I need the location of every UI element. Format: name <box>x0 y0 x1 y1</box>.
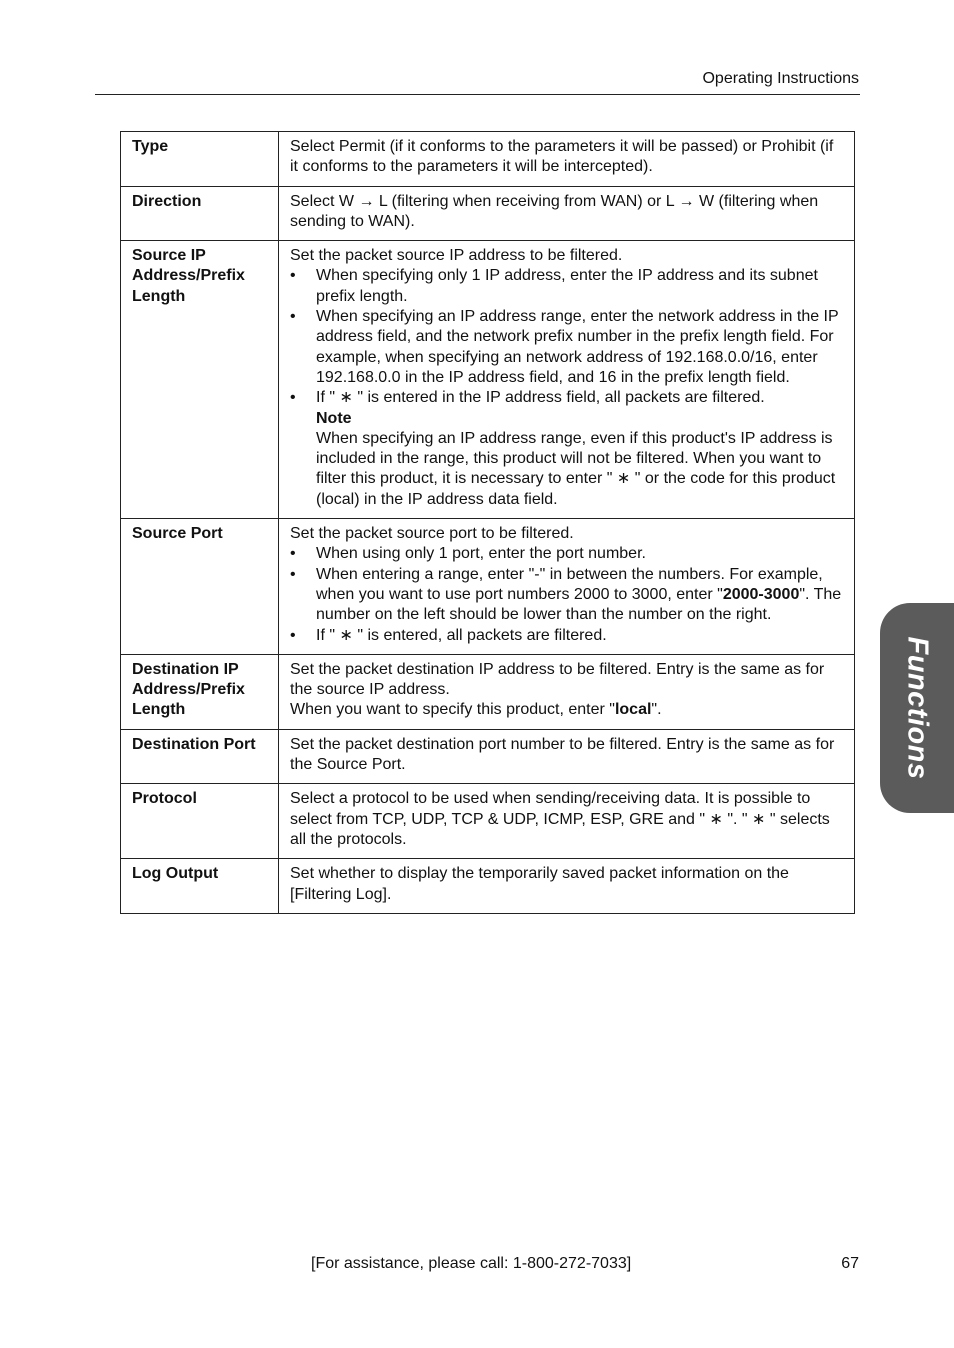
bullet-item: • When using only 1 port, enter the port number. <box>290 544 843 564</box>
table-row-source-ip <box>121 241 855 519</box>
header-rule <box>95 94 860 95</box>
row-description <box>279 241 855 519</box>
description-text: Select W → L (filtering when receiving from WAN) or L → W (filtering when sending to WAN). <box>290 192 819 230</box>
row-term: Protocol <box>121 784 279 859</box>
row-term: Direction <box>121 186 279 241</box>
table-row-protocol <box>121 784 855 859</box>
description-text: Set the packet destination IP address to be filtered. Entry is the same as for the source IP address. <box>290 660 825 699</box>
page-number: 67 <box>841 1255 859 1272</box>
description-text: Select Permit (if it conforms to the parameters it will be passed) or Prohibit (if it conforms to the parameters it will be intercepted). <box>290 138 834 176</box>
line-text: When you want to specify this product, enter " <box>290 701 615 719</box>
settings-table <box>120 131 855 914</box>
bullet-text: ". The number on the left should be lower than the number on the right. <box>316 585 842 624</box>
row-term: Destination Port <box>121 729 279 784</box>
row-description <box>279 859 855 914</box>
bullet-item <box>290 565 843 626</box>
bullet-item: • When specifying an IP address range, enter the network address in the IP address field, and the network prefix number in the prefix length field. For example, when specifying an network address of 192.168.0.0/16, enter 192.168.0.0 in the IP address field, and 16 in the prefix length field. <box>290 307 843 388</box>
section-side-tab-label: Functions <box>901 636 934 780</box>
row-term: Destination IP Address/Prefix Length <box>121 654 279 729</box>
description-text: Set the packet destination port number to be filtered. Entry is the same as for the Source Port. <box>290 735 835 774</box>
bullet-item: • If " ∗ " is entered, all packets are filtered. <box>290 626 843 646</box>
row-term: Source Port <box>121 519 279 655</box>
local-keyword: local <box>614 701 652 719</box>
bullet-item: • When specifying only 1 IP address, enter the IP address and its subnet prefix length. <box>290 266 843 307</box>
footer-assistance: [For assistance, please call: 1-800-272-7033] <box>311 1255 632 1272</box>
port-range-example: 2000-3000 <box>722 585 800 603</box>
bullet-item: • If " ∗ " is entered in the IP address field, all packets are filtered. <box>290 388 843 408</box>
row-description <box>279 729 855 784</box>
table-row-source-port <box>121 519 855 655</box>
row-description <box>279 784 855 859</box>
header-title: Operating Instructions <box>702 70 859 87</box>
table-row-destination-port <box>121 729 855 784</box>
note-text: When specifying an IP address range, even if this product's IP address is included in the range, this product will not be filtered. When you want to filter this product, it is necessary to enter " ∗ " or the code for this product (local) in the IP address data field. <box>316 429 836 508</box>
bullet-text: When entering a range, enter "-" in between the numbers. For example, when you want to use port numbers 2000 to 3000, enter " <box>316 565 823 603</box>
description-text: Select a protocol to be used when sending/receiving data. It is possible to select from TCP, UDP, TCP & UDP, ICMP, ESP, GRE and " ∗ ". " ∗ " selects all the protocols. <box>290 790 830 848</box>
table-row-type <box>121 132 855 187</box>
row-term: Type <box>121 132 279 187</box>
table-row-log-output <box>121 859 855 914</box>
row-description <box>279 519 855 655</box>
table-row-destination-ip <box>121 654 855 729</box>
description-text <box>290 700 843 720</box>
row-term: Log Output <box>121 859 279 914</box>
note-heading: Note <box>316 409 352 427</box>
row-description <box>279 132 855 187</box>
description-text: Set the packet source IP address to be filtered. <box>290 247 623 265</box>
row-term: Source IP Address/Prefix Length <box>121 241 279 519</box>
row-description <box>279 654 855 729</box>
description-text: Set whether to display the temporarily saved packet information on the [Filtering Log]. <box>290 865 789 903</box>
row-description <box>279 186 855 241</box>
table-row-direction <box>121 186 855 241</box>
description-text: Set the packet source port to be filtered. <box>290 525 574 543</box>
line-text: ". <box>651 701 662 719</box>
